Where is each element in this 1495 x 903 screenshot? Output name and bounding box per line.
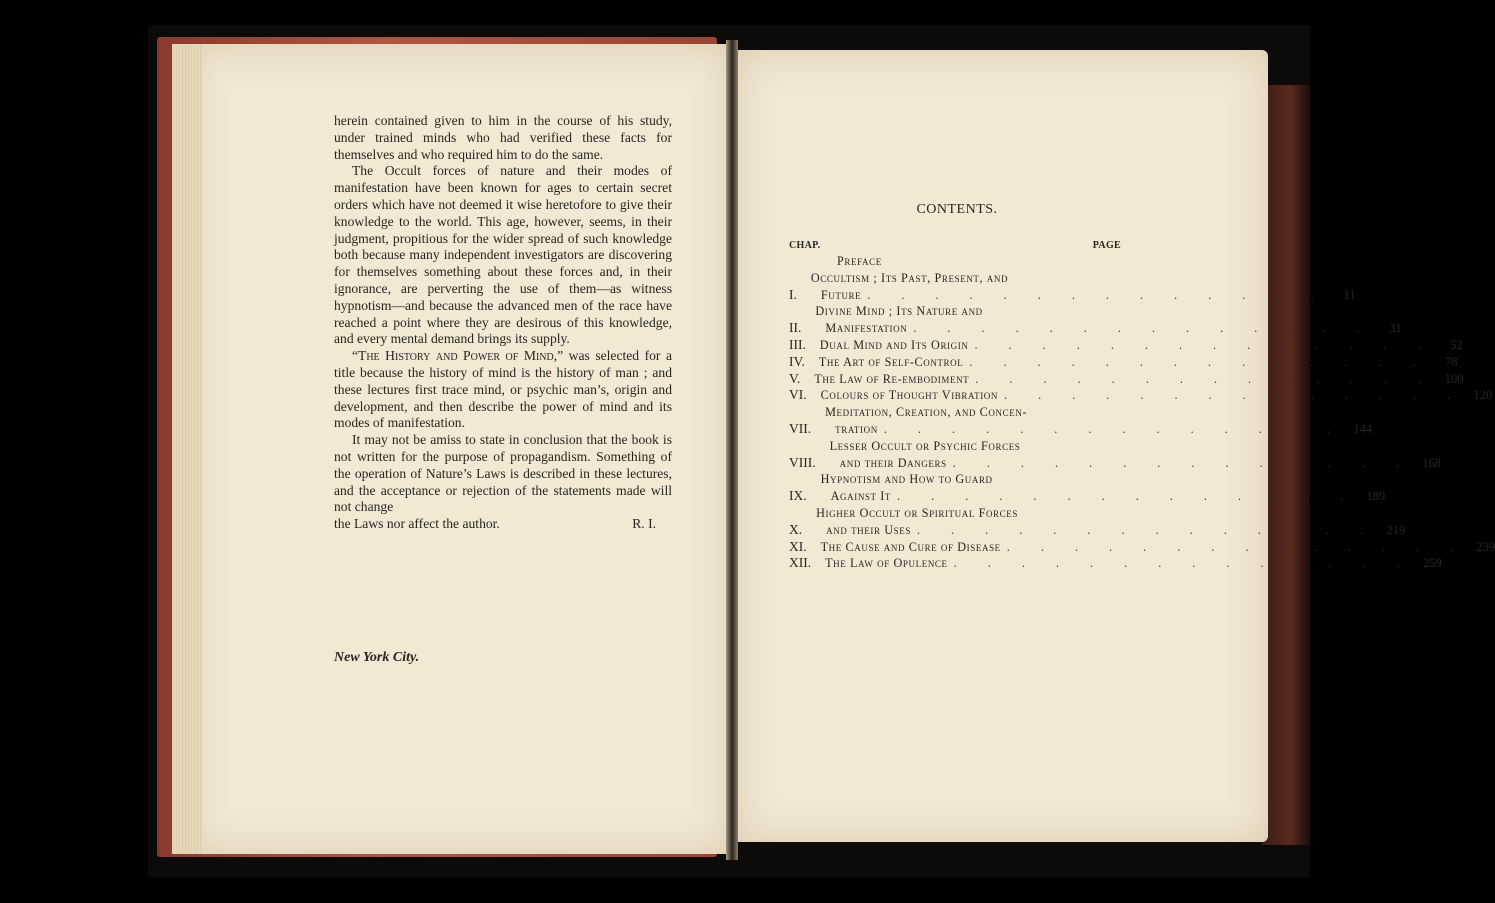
page-number: 168 — [1422, 455, 1441, 470]
chapter-number: III. — [789, 336, 806, 352]
chap-column-label: CHAP. — [789, 240, 821, 251]
paragraph: The Occult forces of nature and their modes of manifestation have been known for ages to certain secret orders which have not deemed it wise heretofore to give their knowledge to the world. This age, however, seems, in their judgment, propitious for the wider spread of such knowledge both because many independent investigators are discovering for themselves something about these forces and, in their ignorance, are perverting the use of them—as witness hypnotism—and because the advanced men of the race have reached a point where they are desirous of this knowledge, and every mental demand brings its supply. — [334, 163, 672, 347]
chapter-title: The Art of Self-Control — [818, 354, 964, 369]
toc-entry — [789, 505, 1406, 539]
chapter-title: Manifestation — [825, 321, 908, 336]
toc-entry — [789, 538, 1495, 556]
toc-header — [789, 240, 1121, 251]
paragraph: herein contained given to him in the course of his study, under trained minds who had verified these facts for themselves and who required him to do the same. — [334, 113, 672, 162]
leader-dots: . . . . . . . . . . . . . . — [867, 287, 1328, 302]
toc-entry — [789, 336, 1463, 354]
page-number: 11 — [1343, 287, 1356, 302]
chapter-title: Divine Mind ; Its Nature and — [815, 304, 983, 319]
signoff-text: the Laws nor affect the author. — [334, 516, 500, 532]
leader-dots: . . . . . . . . . . . . . . — [913, 321, 1374, 336]
left-page-text — [334, 113, 672, 533]
leader-dots: . . . . . . . . . . . . . . — [1004, 388, 1465, 403]
book-title-quote: “The History and Power of Mind,” — [352, 348, 564, 364]
chapter-title: Against It — [830, 489, 892, 504]
chapter-title: and their Uses — [826, 522, 911, 537]
chapter-number: VI. — [789, 387, 807, 403]
chapter-number: X. — [789, 521, 803, 537]
page-number: 259 — [1423, 556, 1442, 571]
chapter-title: Meditation, Creation, and Concen- — [825, 405, 1028, 420]
chapter-title: Preface — [837, 254, 882, 268]
page-number: 219 — [1386, 522, 1406, 537]
chapter-title: The Law of Re-embodiment — [814, 371, 970, 386]
leader-dots: . . . . . . . . . . . . . . — [975, 371, 1436, 386]
table-of-contents — [789, 240, 1495, 572]
toc-entry — [789, 253, 1121, 270]
author-initials: R. I. — [632, 516, 656, 532]
leader-dots: . . . . . . . . . . . . . . — [952, 455, 1413, 470]
leader-dots: . . . . . . . . . . . . . . — [953, 556, 1414, 571]
chapter-number: XI. — [789, 538, 807, 554]
leader-dots: . . . . . . . . . . . . . . — [969, 354, 1430, 369]
toc-entry — [789, 303, 1402, 337]
page-number: 189 — [1366, 489, 1386, 504]
signoff-line — [334, 516, 672, 533]
chapter-title: Hypnotism and How to Guard — [820, 472, 993, 487]
chapter-title: and their Dangers — [839, 455, 947, 470]
page-edges — [172, 44, 202, 854]
leader-dots: . . . . . . . . . . . . . . — [883, 421, 1345, 436]
chapter-number: XII. — [789, 555, 812, 571]
contents-title: CONTENTS. — [916, 202, 998, 217]
chapter-number: VIII. — [789, 454, 816, 470]
toc-entry — [789, 471, 1386, 505]
leader-dots: . . . . . . . . . . . . . . — [974, 337, 1435, 352]
toc-rows — [789, 253, 1495, 572]
chapter-title: The Law of Opulence — [825, 556, 948, 571]
page-number: 239 — [1476, 539, 1495, 554]
page-number: 120 — [1473, 388, 1493, 403]
page-number: 78 — [1445, 354, 1458, 369]
page-number: 100 — [1444, 371, 1464, 386]
leader-dots: . . . . . . . . . . . . . . — [916, 522, 1378, 537]
chapter-title: tration — [835, 421, 878, 436]
toc-entry — [789, 370, 1464, 388]
toc-entry — [789, 404, 1373, 438]
leader-dots: . . . . . . . . . . . . . . — [1006, 539, 1468, 554]
paragraph — [334, 348, 672, 432]
chapter-title: Higher Occult or Spiritual Forces — [816, 505, 1018, 520]
place-signature: New York City. — [334, 650, 420, 665]
paragraph-text: was selected for a title because the history of mind is the history of man ; and these lectures first trace mind, or psychic man’s, origin and development, and then describe the power of mind and its modes of manifestation. — [334, 348, 672, 431]
chapter-number: IX. — [789, 488, 807, 504]
toc-entry — [789, 387, 1493, 404]
page-number: 144 — [1353, 421, 1373, 436]
chapter-number: VII. — [789, 420, 812, 436]
chapter-title: Occultism ; Its Past, Present, and — [810, 270, 1009, 285]
chapter-title: Dual Mind and Its Origin — [819, 337, 969, 352]
chapter-number: I. — [789, 286, 797, 302]
page-number: 52 — [1450, 337, 1463, 352]
toc-entry — [789, 555, 1442, 572]
toc-entry — [789, 353, 1458, 371]
chapter-title: Colours of Thought Vibration — [820, 388, 999, 403]
page-column-label: PAGE — [1092, 240, 1121, 251]
book-gutter — [726, 40, 738, 860]
chapter-title: The Cause and Cure of Disease — [820, 539, 1001, 554]
chapter-number: IV. — [789, 353, 805, 369]
chapter-number: V. — [789, 370, 801, 386]
toc-entry — [789, 270, 1356, 304]
chapter-number: II. — [789, 320, 802, 336]
chapter-title: Future — [820, 287, 862, 302]
paragraph: It may not be amiss to state in conclusion that the book is not written for the purpose of propagandism. Something of the operation of Nature’s Laws is described in these lectures, and the acceptance or rejection of the statements made will not change — [334, 432, 672, 515]
leader-dots: . . . . . . . . . . . . . . — [897, 489, 1358, 504]
chapter-title: Lesser Occult or Psychic Forces — [829, 438, 1021, 453]
toc-entry — [789, 438, 1441, 472]
page-number: 31 — [1389, 321, 1402, 336]
